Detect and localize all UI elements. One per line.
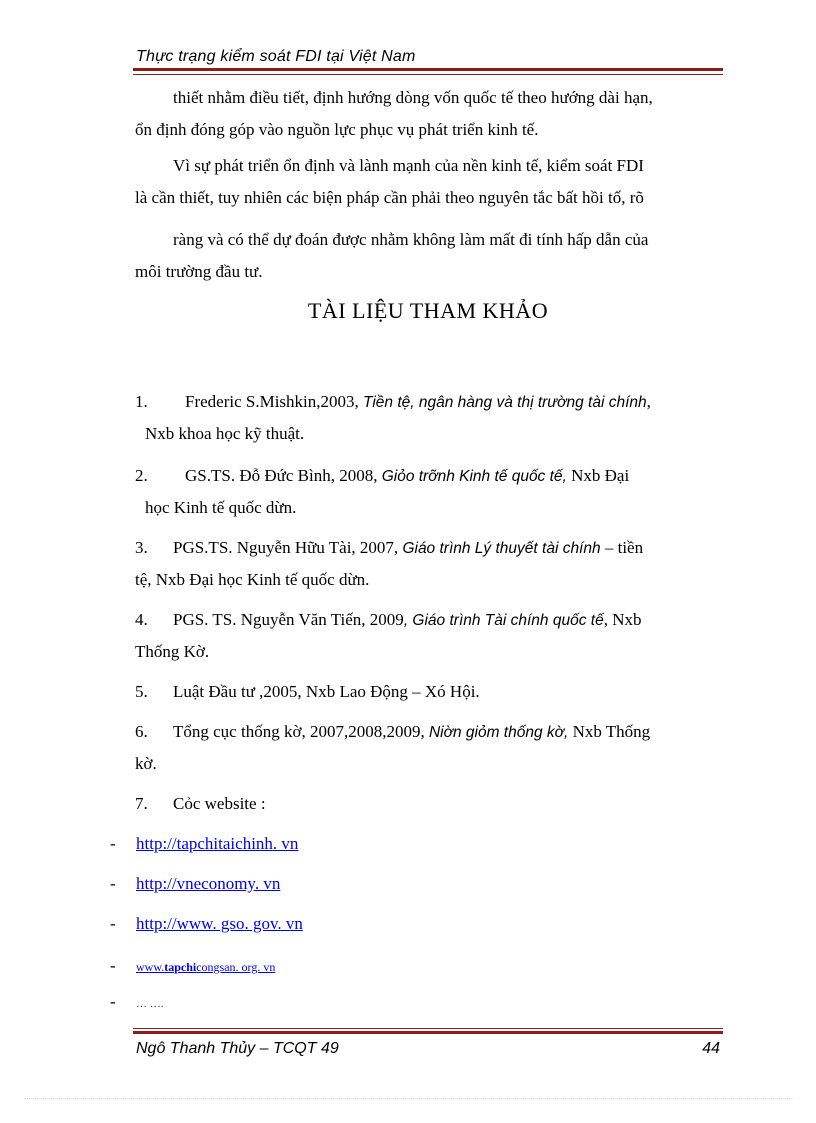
website-item — [110, 874, 280, 894]
paragraph-3-line-2: môi trường đầu tư. — [135, 262, 263, 281]
reference-number: 4. — [135, 610, 148, 629]
reference-item — [135, 386, 721, 449]
website-item — [110, 834, 298, 854]
link-bold-part: tapchi — [164, 960, 197, 974]
list-dash: - — [110, 956, 116, 975]
reference-item — [135, 676, 721, 707]
reference-text: Frederic S.Mishkin,2003, — [185, 392, 364, 411]
ellipsis: … …. — [136, 998, 164, 1010]
reference-number: 6. — [135, 722, 148, 741]
link-prefix: www. — [136, 960, 165, 974]
reference-title: , Giáo trình Tài chính quốc tế — [403, 612, 604, 629]
paragraph-2 — [135, 150, 721, 214]
reference-number: 2. — [135, 466, 148, 485]
reference-item — [135, 604, 721, 667]
list-dash: - — [110, 992, 116, 1011]
footer-rule — [133, 1031, 723, 1034]
references-heading: TÀI LIỆU THAM KHẢO — [307, 298, 549, 323]
reference-number: 3. — [135, 538, 148, 557]
reference-text: PGS.TS. Nguyễn Hữu Tài, 2007, — [173, 538, 403, 557]
reference-continuation: kờ. — [135, 754, 157, 773]
reference-number: 5. — [135, 682, 148, 701]
reference-item — [135, 532, 721, 595]
reference-continuation: học Kinh tế quốc dừn. — [145, 498, 297, 517]
reference-continuation: tệ, Nxb Đại học Kinh tế quốc dừn. — [135, 570, 370, 589]
paragraph-1 — [135, 82, 721, 146]
reference-item — [135, 716, 721, 779]
reference-title: Tiền tệ, ngân hàng và thị trường tài chính — [363, 394, 647, 411]
page-edge-divider — [24, 1098, 794, 1099]
reference-after: , Nxb — [603, 610, 642, 629]
list-dash: - — [110, 914, 116, 933]
header-rule-thin — [133, 74, 723, 75]
website-link-tapchicongsan[interactable] — [136, 960, 275, 974]
reference-after: , — [646, 392, 651, 411]
page-number: 44 — [702, 1040, 720, 1057]
website-item — [110, 956, 275, 976]
list-dash: - — [110, 874, 116, 893]
paragraph-1-line-1: thiết nhằm điều tiết, định hướng dòng vốn quốc tế theo hướng dài hạn, — [173, 88, 653, 107]
reference-text: PGS. TS. Nguyễn Văn Tiến, 2009 — [173, 610, 404, 629]
website-link-tapchitaichinh[interactable]: http://tapchitaichinh. vn — [136, 834, 299, 853]
reference-text: Tổng cục thống kờ, 2007,2008,2009, — [173, 722, 429, 741]
reference-item — [135, 788, 721, 819]
reference-continuation: Nxb khoa học kỹ thuật. — [145, 424, 305, 443]
reference-title: Giỏo trỡnh Kinh tế quốc tế, — [381, 468, 567, 485]
website-link-gso[interactable]: http://www. gso. gov. vn — [136, 914, 303, 933]
paragraph-2-line-1: Vì sự phát triển ổn định và lành mạnh của nền kinh tế, kiểm soát FDI — [173, 156, 644, 175]
website-item — [110, 914, 303, 934]
reference-after: Nxb Thống — [568, 722, 651, 741]
footer-author: Ngô Thanh Thủy – TCQT 49 — [136, 1040, 339, 1057]
reference-text: Cỏc website : — [173, 794, 266, 813]
reference-continuation: Thống Kờ. — [135, 642, 210, 661]
paragraph-3-line-1: ràng và có thể dự đoán được nhằm không làm mất đi tính hấp dẫn của — [173, 230, 649, 249]
reference-number: 7. — [135, 794, 148, 813]
header-rule — [133, 68, 723, 71]
reference-number: 1. — [135, 392, 148, 411]
website-item — [110, 992, 164, 1012]
website-link-vneconomy[interactable]: http://vneconomy. vn — [136, 874, 281, 893]
header-title: Thực trạng kiểm soát FDI tại Việt Nam — [136, 48, 416, 65]
paragraph-1-line-2: ổn định đóng góp vào nguồn lực phục vụ phát triển kinh tế. — [135, 120, 539, 139]
link-suffix: congsan. org. vn — [196, 960, 276, 974]
reference-title: Niờn giỏm thống kờ, — [428, 724, 569, 741]
reference-text: Luật Đầu tư ,2005, Nxb Lao Động – Xó Hội. — [173, 682, 480, 701]
paragraph-2-line-2: là cần thiết, tuy nhiên các biện pháp cần phải theo nguyên tắc bất hồi tố, rõ — [135, 188, 644, 207]
reference-title: Giáo trình Lý thuyết tài chính — [402, 540, 601, 557]
list-dash: - — [110, 834, 116, 853]
footer-rule-thin — [133, 1028, 723, 1029]
reference-after: – tiền — [600, 538, 644, 557]
paragraph-3 — [135, 224, 721, 288]
reference-item — [135, 460, 721, 523]
reference-after: Nxb Đại — [566, 466, 630, 485]
reference-text: GS.TS. Đỗ Đức Bình, 2008, — [185, 466, 382, 485]
